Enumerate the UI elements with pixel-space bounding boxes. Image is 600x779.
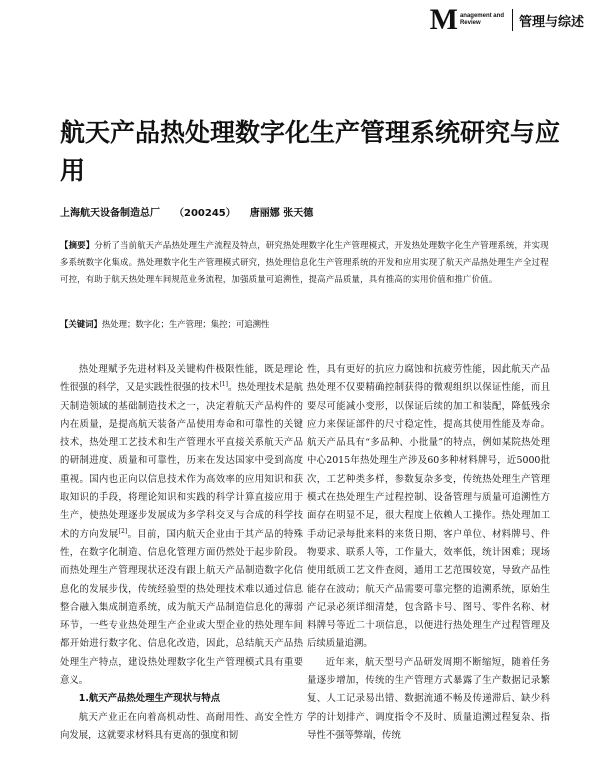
keywords-text: 热处理；数字化；生产管理；集控；可追溯性 (101, 319, 270, 329)
section-label: 管理与综述 (518, 14, 584, 30)
logo-line-2: Review (459, 20, 481, 26)
paragraph (60, 361, 303, 690)
citation: [2] (118, 527, 128, 535)
body-column-right (307, 361, 550, 745)
paragraph-text: 。热处理技术是航天制造领域的基础制造技术之一，决定着航天产品构件的内在质量，是提高航天装备产品使用寿命和可靠性的关键技术，热处理工艺技术和生产管理水平直接关系航天产品的研制进度、质量和可靠性，历来在发达国家中受到高度重视。国内也正向以信息技术作为高效率的应用知识和获取知识的手段，将理论知识和实践的科学计算直接应用于生产，使热处理逐步发展成为多学科交叉与合成的科学技术的方向发展 (60, 382, 303, 540)
paragraph-text: 。目前，国内航天企业由于其产品的特殊性，在数字化制造、信息化管理方面仍然处于起步阶段。而热处理生产管理现状还没有跟上航天产品制造数字化信息化的发展步伐，传统经验型的热处理技术难以通过信息整合融入集成制造系统，成为航天产品制造信息化的薄弱环节，一些专业热处理生产企业或大型企业的热处理车间都开始进行数字化、信息化改造，因此，总结航天产品热处理生产特点，建设热处理数字化生产管理模式具有重要意义。 (60, 528, 303, 687)
journal-header (429, 3, 584, 36)
affiliation: 上海航天设备制造总厂 (60, 208, 160, 219)
authors: 唐丽娜 张天德 (249, 208, 314, 219)
postcode: （200245） (174, 208, 236, 219)
journal-logo-words (460, 13, 504, 27)
body-column-left (60, 361, 303, 745)
keywords (60, 316, 550, 332)
logo-line-1: anagement and (459, 13, 504, 19)
paragraph-text: 热处理赋予先进材料及关键构件极限性能，既是理论性很强的科学，又是实践性很强的技术 (60, 364, 303, 394)
paragraph: 性，具有更好的抗应力腐蚀和抗疲劳性能，因此航天产品热处理不仅要精确控制获得的微观组织以保证性能，而且要尽可能减小变形，以保证后续的加工和装配，降低残余应力来保证部件的尺寸稳定性，提高其使用性能及寿命。航天产品具有“多品种、小批量”的特点，例如某院热处理中心2015年热处理生产涉及60多种材料牌号，近5000批次，工艺种类多样，参数复杂多变，传统热处理生产管理模式在热处理生产过程控制、设备管理与质量可追溯性方面存在明显不足，很大程度上依赖人工操作。热处理加工手动记录每批来料的来货日期、客户单位、材料牌号、件物要求、联系人等，工作量大，效率低，统计困难；现场使用纸质工艺文件查阅，通用工艺范围较宽，导致产品性能存在波动；航天产品需要可靠完整的追溯系统，原始生产记录必须详细清楚，包含路卡号、图号、零件名称、材料牌号等近二十项信息，以便进行热处理生产过程管理及后续质量追溯。 (307, 364, 550, 650)
keywords-label: 【关键词】 (60, 319, 102, 329)
abstract (60, 237, 550, 288)
abstract-text: 分析了当前航天产品热处理生产流程及特点，研究热处理数字化生产管理模式，开发热处理数字化生产管理系统，并实现多系统数字化集成。热处理数字化生产管理模式研究，热处理信息化生产管理系统的开发和应用实现了航天产品热处理生产全过程可控，有助于航天热处理车间规范业务流程，加强质量可追溯性，提高产品质量，具有推高的实用价值和推广价值。 (60, 240, 549, 284)
citation: [1] (219, 381, 228, 389)
header-divider (512, 9, 513, 31)
paragraph: 近年来，航天型号产品研发周期不断缩短，随着任务量逐步增加，传统的生产管理方式暴露了生产数据记录繁复、人工记录易出错、数据流通不畅及传递滞后、缺少科学的计划排产、调度指令不及时、质量追溯过程复杂、指导性不强等弊端，传统 (307, 656, 550, 741)
section-heading: 1.航天产品热处理生产现状与特点 (78, 693, 221, 705)
byline (60, 204, 560, 219)
abstract-label: 【摘要】 (60, 240, 95, 250)
journal-logo-letter: M (429, 3, 458, 36)
paragraph: 航天产业正在向着高机动性、高耐用性、高安全性方向发展，这就要求材料具有更高的强度和韧 (60, 711, 303, 741)
article-title: 航天产品热处理数字化生产管理系统研究与应用 (60, 118, 561, 185)
